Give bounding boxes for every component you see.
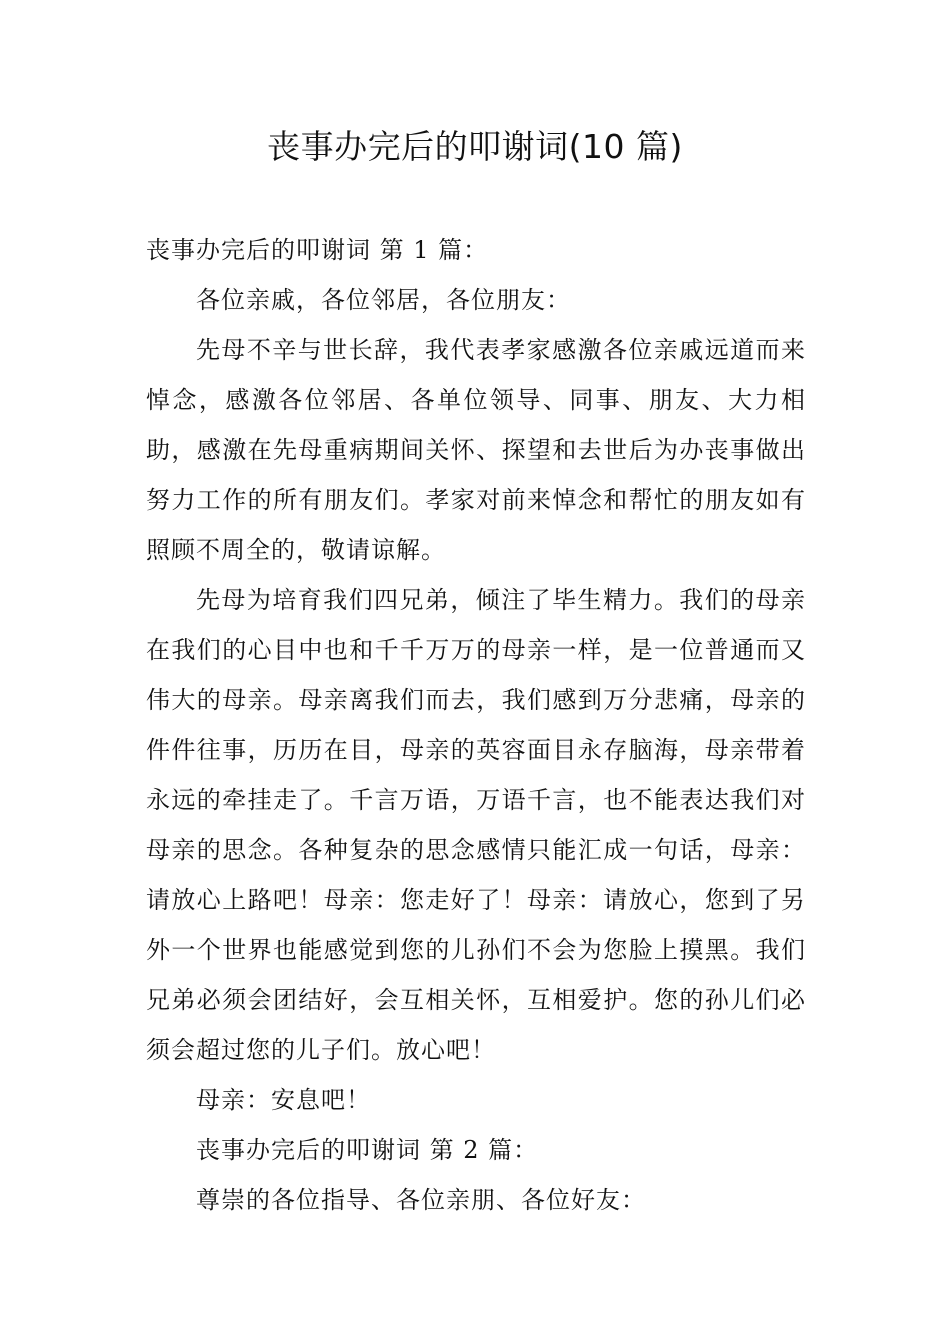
salutation-1: 各位亲戚，各位邻居，各位朋友：	[196, 286, 571, 314]
salutation-2: 尊崇的各位指导、各位亲朋、各位好友：	[196, 1186, 646, 1214]
section-heading-2: 丧事办完后的叩谢词 第 2 篇：	[196, 1136, 539, 1164]
section-heading-1: 丧事办完后的叩谢词 第 1 篇：	[146, 236, 489, 264]
paragraph-thanks: 先母不辛与世长辞，我代表孝家感激各位亲戚远道而来悼念，感激各位邻居、各单位领导、同事、朋友、大力相助，感激在先母重病期间关怀、探望和去世后为办丧事做出努力工作的所有朋友们。孝家对前来悼念和帮忙的朋友如有照顾不周全的，敬请谅解。	[146, 336, 806, 564]
paragraph-mother: 先母为培育我们四兄弟，倾注了毕生精力。我们的母亲在我们的心目中也和千千万万的母亲一样，是一位普通而又伟大的母亲。母亲离我们而去，我们感到万分悲痛，母亲的件件往事，历历在目，母亲的英容面目永存脑海，母亲带着永远的牵挂走了。千言万语，万语千言，也不能表达我们对母亲的思念。各种复杂的思念感情只能汇成一句话，母亲：请放心上路吧！母亲：您走好了！母亲：请放心，您到了另外一个世界也能感觉到您的儿孙们不会为您脸上摸黑。我们兄弟必须会团结好，会互相关怀，互相爱护。您的孙儿们必须会超过您的儿子们。放心吧！	[146, 586, 806, 1064]
document-title: 丧事办完后的叩谢词(10 篇)	[267, 127, 683, 166]
document-body	[146, 225, 806, 1225]
paragraph-rest: 母亲：安息吧！	[196, 1086, 371, 1114]
